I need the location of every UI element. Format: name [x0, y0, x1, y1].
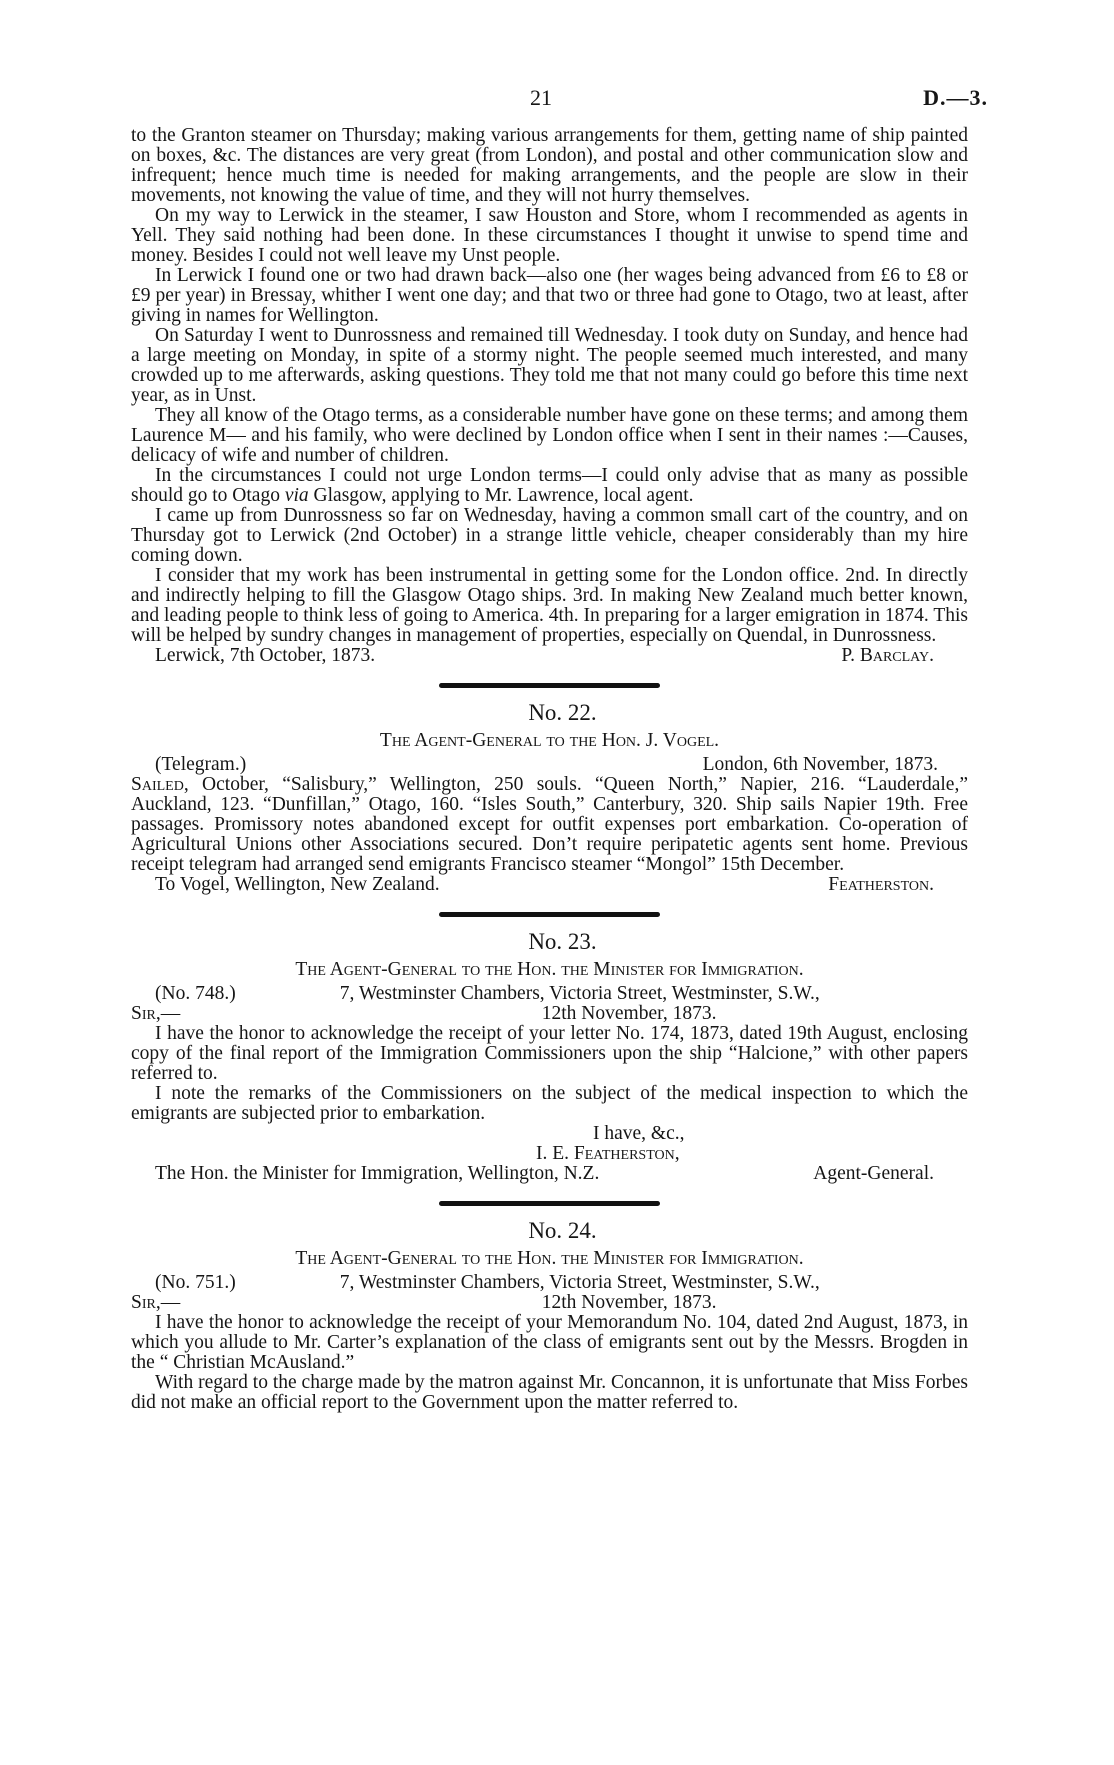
addressee: The Hon. the Minister for Immigration, Wellington, N.Z. [155, 1163, 600, 1184]
letter-footer [131, 646, 968, 666]
barclay-letter [131, 126, 968, 666]
letter-date: 12th November, 1873. [541, 1292, 717, 1313]
paragraph: I consider that my work has been instrumental in getting some for the London office. 2nd. In directly and indirectly helping to fill the Glasgow Otago ships. 3rd. In making New Zealand much better known, and leading people to think less of going to America. 4th. In preparing for a larger emigration in 1874. This will be helped by sundry changes in management of properties, especially on Quendal, in Dunrossness. [131, 565, 968, 646]
divider-rule [439, 1201, 660, 1206]
document-no-22 [131, 700, 968, 895]
letter-address: 7, Westminster Chambers, Victoria Street, Westminster, S.W., [339, 983, 820, 1004]
closing: I have, &c., [593, 1123, 685, 1144]
document-number: No. 24. [528, 1218, 597, 1243]
telegram-footer [131, 875, 968, 895]
paragraph: I have the honor to acknowledge the receipt of your Memorandum No. 104, dated 2nd August, 1873, in which you allude to Mr. Carter’s explanation of the class of emigrants sent out by the Messrs. Brogden in the “ Christian McAusland.” [131, 1312, 968, 1373]
place-date: Lerwick, 7th October, 1873. [155, 645, 376, 666]
signature: P. Barclay. [841, 645, 934, 666]
document-heading: The Agent-General to the Hon. J. Vogel. [379, 730, 720, 751]
salutation-date-line [131, 1293, 968, 1313]
paragraph: They all know of the Otago terms, as a considerable number have gone on these terms; and among them Laurence M— and his family, who were declined by London office when I sent in their names :—Causes, delicacy of wife and number of children. [131, 405, 968, 466]
signer-title: Agent-General. [813, 1163, 934, 1184]
signature: Featherston. [828, 874, 934, 895]
document-heading: The Agent-General to the Hon. the Minister for Immigration. [295, 1248, 804, 1269]
telegram-date: London, 6th November, 1873. [702, 754, 938, 775]
paragraph: I have the honor to acknowledge the receipt of your letter No. 174, 1873, dated 19th August, enclosing copy of the final report of the Immigration Commissioners upon the ship “Halcione,” with other papers referred to. [131, 1023, 968, 1084]
section-divider [131, 1201, 968, 1206]
letter-ref: (No. 751.) [155, 1272, 236, 1293]
divider-rule [439, 912, 660, 917]
paragraph: In Lerwick I found one or two had drawn back—also one (her wages being advanced from £6 to £8 or £9 per year) in Bressay, whither I went one day; and that two or three had gone to Otago, two at least, after giving in names for Wellington. [131, 265, 968, 326]
sailed-word: Sailed, [131, 774, 189, 795]
letter-address-line [131, 984, 968, 1004]
paragraph: On Saturday I went to Dunrossness and remained till Wednesday. I took duty on Sunday, and hence had a large meeting on Monday, in spite of a stormy night. The people seemed much interested, and many crowded up to me afterwards, asking questions. They told me that not many could go before this time next year, as in Unst. [131, 325, 968, 406]
document-no-24 [131, 1218, 968, 1413]
paragraph: to the Granton steamer on Thursday; making various arrangements for them, getting name of ship painted on boxes, &c. The distances are very great (from London), and postal and other communication slow and infrequent; hence much time is needed for making arrangements, and the people are slow in their movements, not knowing the value of time, and they will not hurry themselves. [131, 125, 968, 206]
letter-address-line [131, 1273, 968, 1293]
paragraph-text: In the circumstances I could not urge London terms—I could only advise that as many as possible should go to Otago [131, 465, 968, 506]
letter-footer [131, 1164, 968, 1184]
telegram-body [131, 775, 968, 875]
letter-address: 7, Westminster Chambers, Victoria Street, Westminster, S.W., [339, 1272, 820, 1293]
paragraph-italic: via [284, 485, 309, 506]
salutation: Sir,— [131, 1292, 181, 1313]
telegram-to: To Vogel, Wellington, New Zealand. [155, 874, 440, 895]
letter-date: 12th November, 1873. [541, 1003, 717, 1024]
document-reference: D.—3. [923, 85, 988, 110]
section-divider [131, 912, 968, 917]
document-number: No. 22. [528, 700, 597, 725]
salutation: Sir,— [131, 1003, 181, 1024]
document-number: No. 23. [528, 929, 597, 954]
telegram-text: October, “Salisbury,” Wellington, 250 souls. “Queen North,” Napier, 216. “Lauderdale,” Auckland, 123. “Dunfillan,” Otago, 160. “Isles South,” Canterbury, 320. Ship sails Napier 19th. Free passages. Promissory notes abandoned except for outfit expenses port embarkation. Co-operation of Agricultural Unions other Associations secured. Don’t require peripatetic agents sent home. Previous receipt telegram had arranged send emigrants Francisco steamer “Mongol” 15th December. [131, 774, 968, 875]
letter-ref: (No. 748.) [155, 983, 236, 1004]
signer [131, 1144, 968, 1164]
signer-name: I. E. Featherston, [536, 1143, 680, 1164]
paragraph: With regard to the charge made by the matron against Mr. Concannon, it is unfortunate that Miss Forbes did not make an official report to the Government upon the matter referred to. [131, 1372, 968, 1413]
page-header [0, 85, 1114, 116]
telegram-header [131, 755, 968, 775]
page-number: 21 [530, 85, 552, 110]
paragraph [131, 466, 968, 506]
document-no-23 [131, 929, 968, 1184]
section-divider [131, 683, 968, 688]
telegram-label: (Telegram.) [155, 754, 247, 775]
divider-rule [439, 683, 660, 688]
page-body [131, 126, 968, 1413]
salutation-date-line [131, 1004, 968, 1024]
paragraph-text: Glasgow, applying to Mr. Lawrence, local agent. [308, 485, 694, 506]
paragraph: I note the remarks of the Commissioners on the subject of the medical inspection to which the emigrants are subjected prior to embarkation. [131, 1083, 968, 1124]
document-heading: The Agent-General to the Hon. the Minister for Immigration. [295, 959, 804, 980]
paragraph: On my way to Lerwick in the steamer, I saw Houston and Store, whom I recommended as agents in Yell. They said nothing had been done. In these circumstances I thought it unwise to spend time and money. Besides I could not well leave my Unst people. [131, 205, 968, 266]
paragraph: I came up from Dunrossness so far on Wednesday, having a common small cart of the country, and on Thursday got to Lerwick (2nd October) in a strange little vehicle, cheaper considerably than my hire coming down. [131, 505, 968, 566]
